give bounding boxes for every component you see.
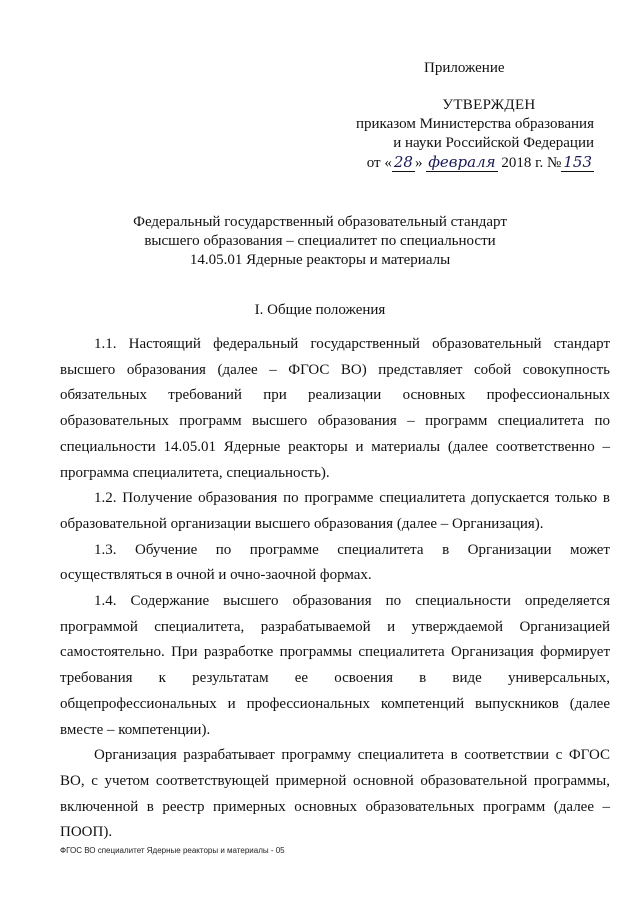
approved-label: УТВЕРЖДЕН [442,97,536,113]
title-line-3: 14.05.01 Ядерные реакторы и материалы [189,252,451,268]
handwritten-day: 28 [393,153,413,171]
section-heading: I. Общие положения [254,302,386,318]
date-prefix: от « [366,155,392,171]
document-body [60,332,610,846]
paragraph-1-4: 1.4. Содержание высшего образования по специальности определяется программой специалитета, разрабатываемой и утверждаемой Организацией самостоятельно. При разработке программы специалитета Организация формирует требования к результатам ее освоения в виде универсальных, общепрофессиональных и профессиональных компетенций выпускников (далее вместе – компетенции). [60,593,610,738]
paragraph-1-1: 1.1. Настоящий федеральный государственный образовательный стандарт высшего образования (далее – ФГОС ВО) представляет собой совокупность обязательных требований при реализации основных профессиональных образовательных программ высшего образования – программ специалитета по специальности 14.05.01 Ядерные реакторы и материалы (далее соответственно – программа специалитета, специальность). [60,336,610,481]
order-line-1: приказом Министерства образования [356,116,594,132]
date-mid: » [414,155,423,171]
document-title [90,213,550,270]
paragraph-organization: Организация разрабатывает программу специалитета в соответствии с ФГОС ВО, с учетом соответствующей примерной основной образовательной программы, включенной в реестр примерных основных образовательных программ (далее – ПООП). [60,747,610,841]
title-line-2: высшего образования – специалитет по специальности [144,233,496,249]
handwritten-month: февраля [428,153,496,171]
order-line-2: и науки Российской Федерации [393,135,594,151]
title-line-1: Федеральный государственный образовательный стандарт [133,214,507,230]
page-footer: ФГОС ВО специалитет Ядерные реакторы и материалы - 05 [60,846,285,855]
appendix-label: Приложение [424,60,505,76]
paragraph-1-3: 1.3. Обучение по программе специалитета в Организации может осуществляться в очной и очно-заочной формах. [60,541,610,584]
year-text: 2018 г. № [501,155,562,171]
paragraph-1-2: 1.2. Получение образования по программе специалитета допускается только в образовательной организации высшего образования (далее – Организация). [60,490,610,532]
handwritten-number: 153 [563,153,592,171]
order-date-line [344,153,594,173]
approval-block [344,96,594,173]
